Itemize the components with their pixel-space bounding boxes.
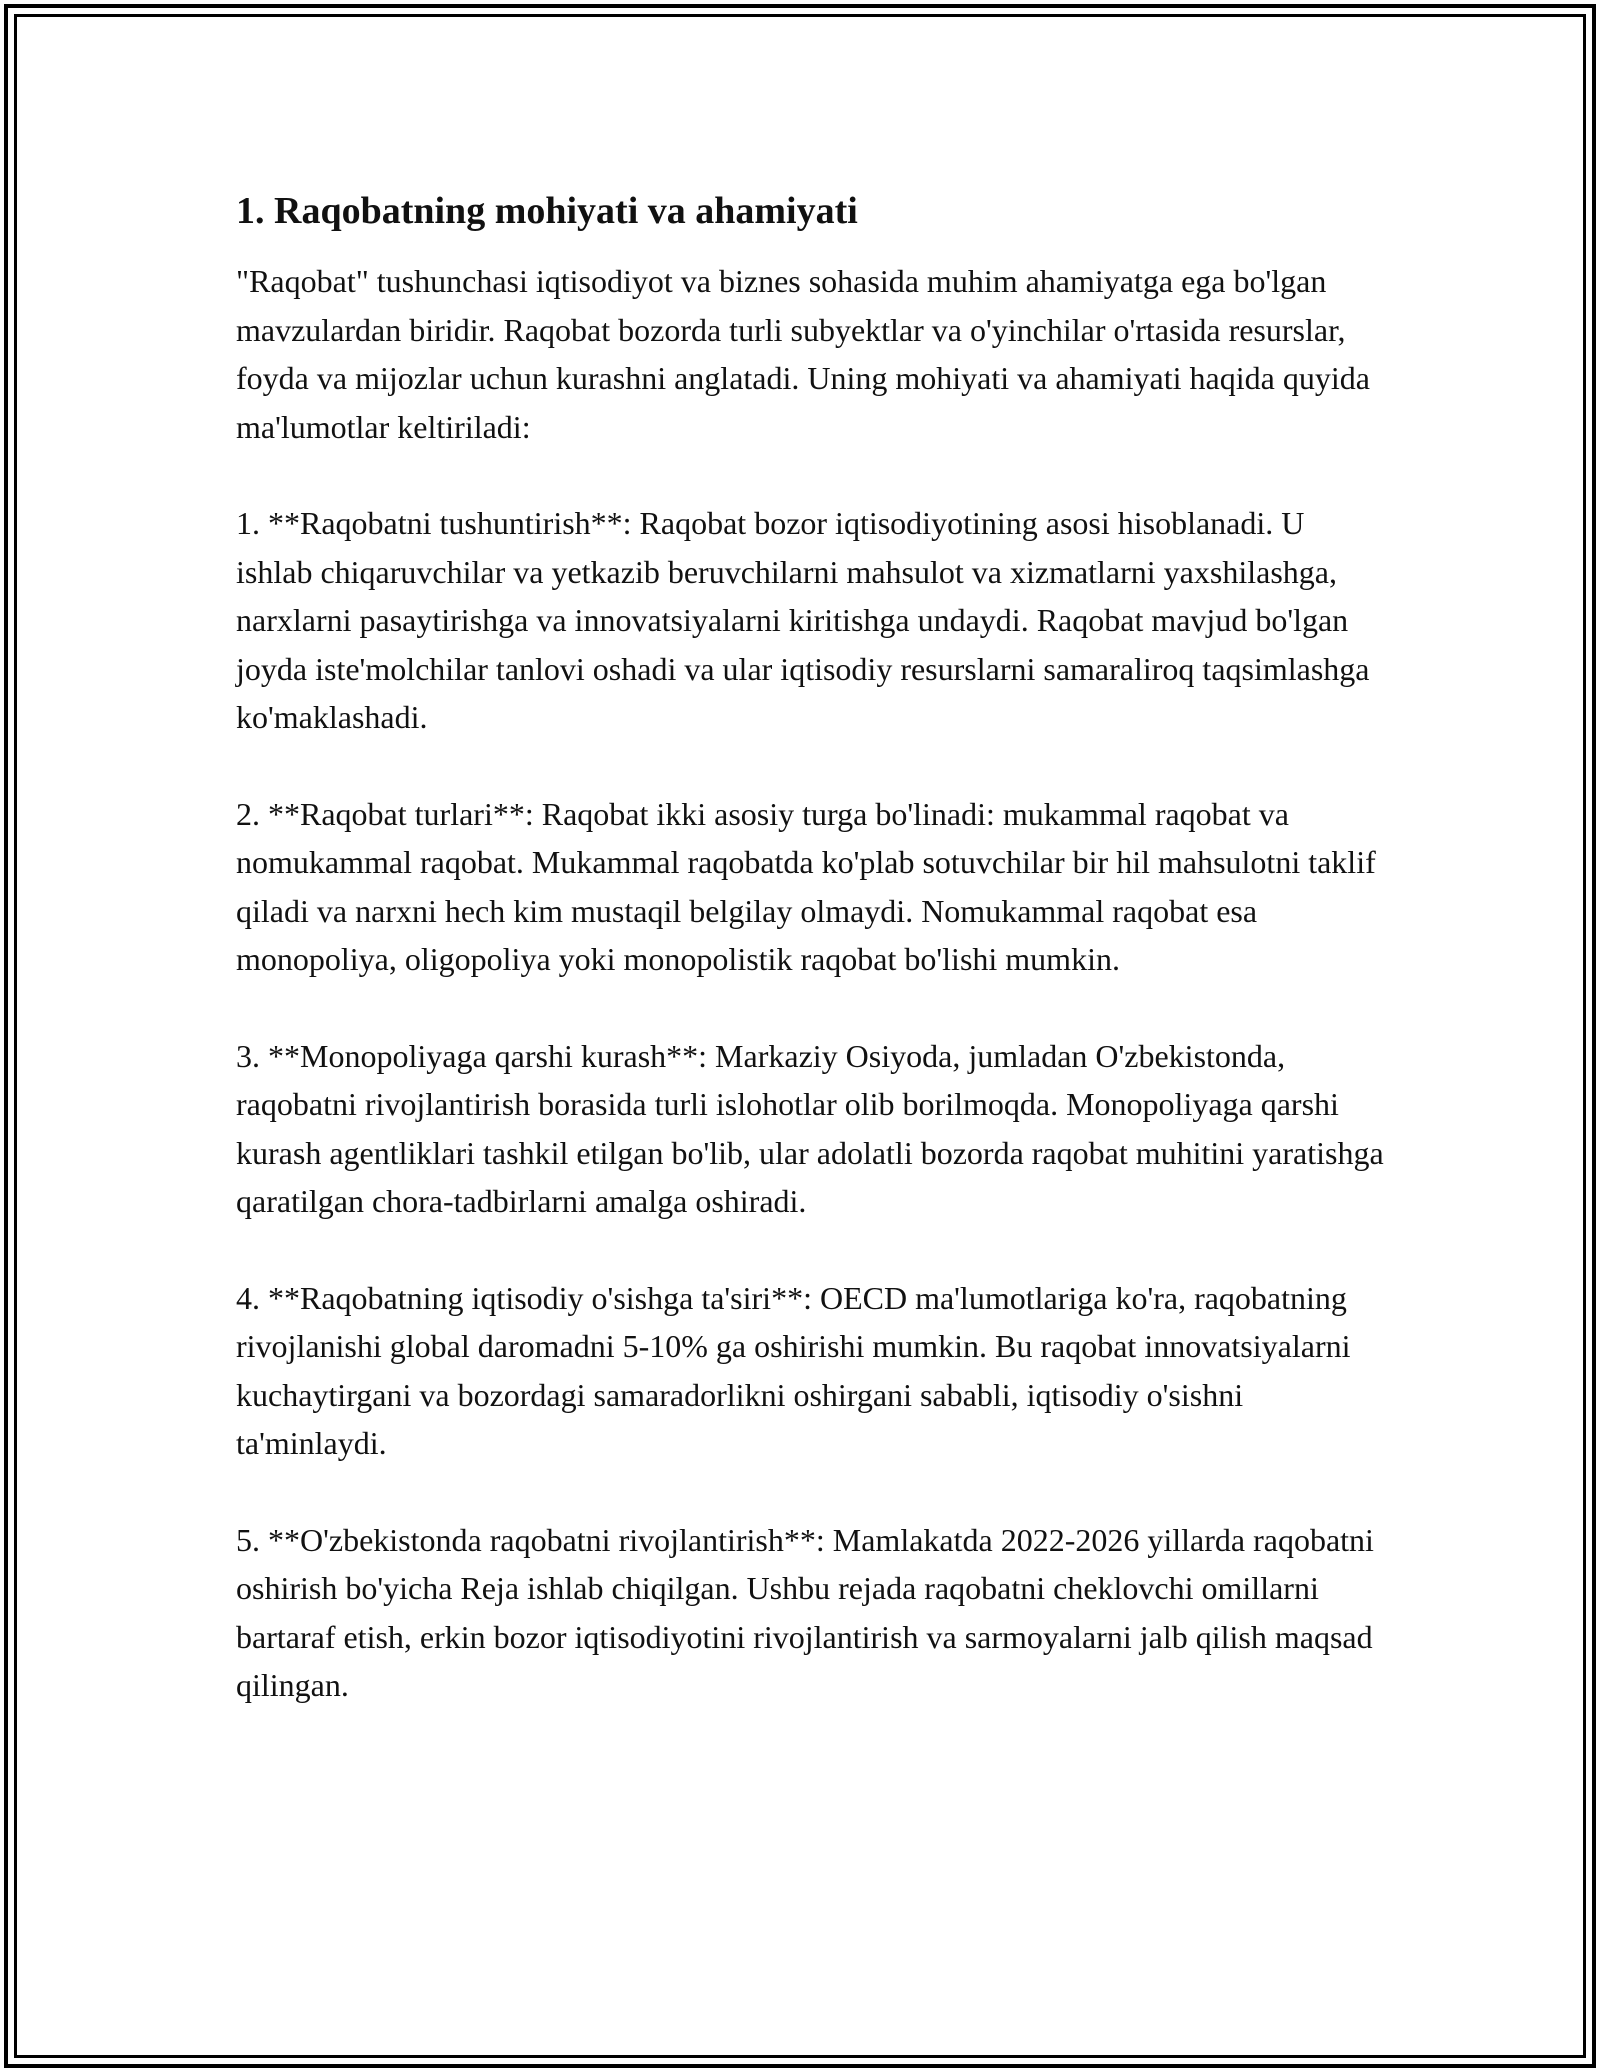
list-item: 3. **Monopoliyaga qarshi kurash**: Markaziy Osiyoda, jumladan O'zbekistonda, raqobatni rivojlantirish borasida turli islohotlar olib borilmoqda. Monopoliyaga qarshi kurash agentliklari tashkil etilgan bo'lib, ular adolatli bozorda raqobat muhitini yaratishga qaratilgan chora-tadbirlarni amalga oshiradi. [236,1037,1384,1219]
list-item: 4. **Raqobatning iqtisodiy o'sishga ta'siri**: OECD ma'lumotlariga ko'ra, raqobatning rivojlanishi global daromadni 5-10% ga oshirishi mumkin. Bu raqobat innovatsiyalarni kuchaytirgani va bozordagi samaradorlikni oshirgani sababli, iqtisodiy o'sishni ta'minlaydi. [236,1279,1351,1461]
document-title: 1. Raqobatning mohiyati va ahamiyati [236,190,858,232]
list-item: 1. **Raqobatni tushuntirish**: Raqobat bozor iqtisodiyotining asosi hisoblanadi. U ishlab chiqaruvchilar va yetkazib beruvchilarni mahsulot va xizmatlarni yaxshilashga, narxlarni pasaytirishga va innovatsiyalarni kiritishga undaydi. Raqobat mavjud bo'lgan joyda iste'molchilar tanlovi oshadi va ular iqtisodiy resurslarni samaraliroq taqsimlashga ko'maklashadi. [236,505,1370,735]
list-item: 5. **O'zbekistonda raqobatni rivojlantirish**: Mamlakatda 2022-2026 yillarda raqobatni oshirish bo'yicha Reja ishlab chiqilgan. Ushbu rejada raqobatni cheklovchi omillarni bartaraf etish, erkin bozor iqtisodiyotini rivojlantirish va sarmoyalarni jalb qilish maqsad qilingan. [236,1521,1374,1703]
document-body [236,185,1386,1710]
list-item: 2. **Raqobat turlari**: Raqobat ikki asosiy turga bo'linadi: mukammal raqobat va nomukammal raqobat. Mukammal raqobatda ko'plab sotuvchilar bir hil mahsulotni taklif qiladi va narxni hech kim mustaqil belgilay olmaydi. Nomukammal raqobat esa monopoliya, oligopoliya yoki monopolistik raqobat bo'lishi mumkin. [236,795,1376,977]
intro-paragraph: "Raqobat" tushunchasi iqtisodiyot va biznes sohasida muhim ahamiyatga ega bo'lgan mavzulardan biridir. Raqobat bozorda turli subyektlar va o'yinchilar o'rtasida resurslar, foyda va mijozlar uchun kurashni anglatadi. Uning mohiyati va ahamiyati haqida quyida ma'lumotlar keltiriladi: [236,263,1370,445]
